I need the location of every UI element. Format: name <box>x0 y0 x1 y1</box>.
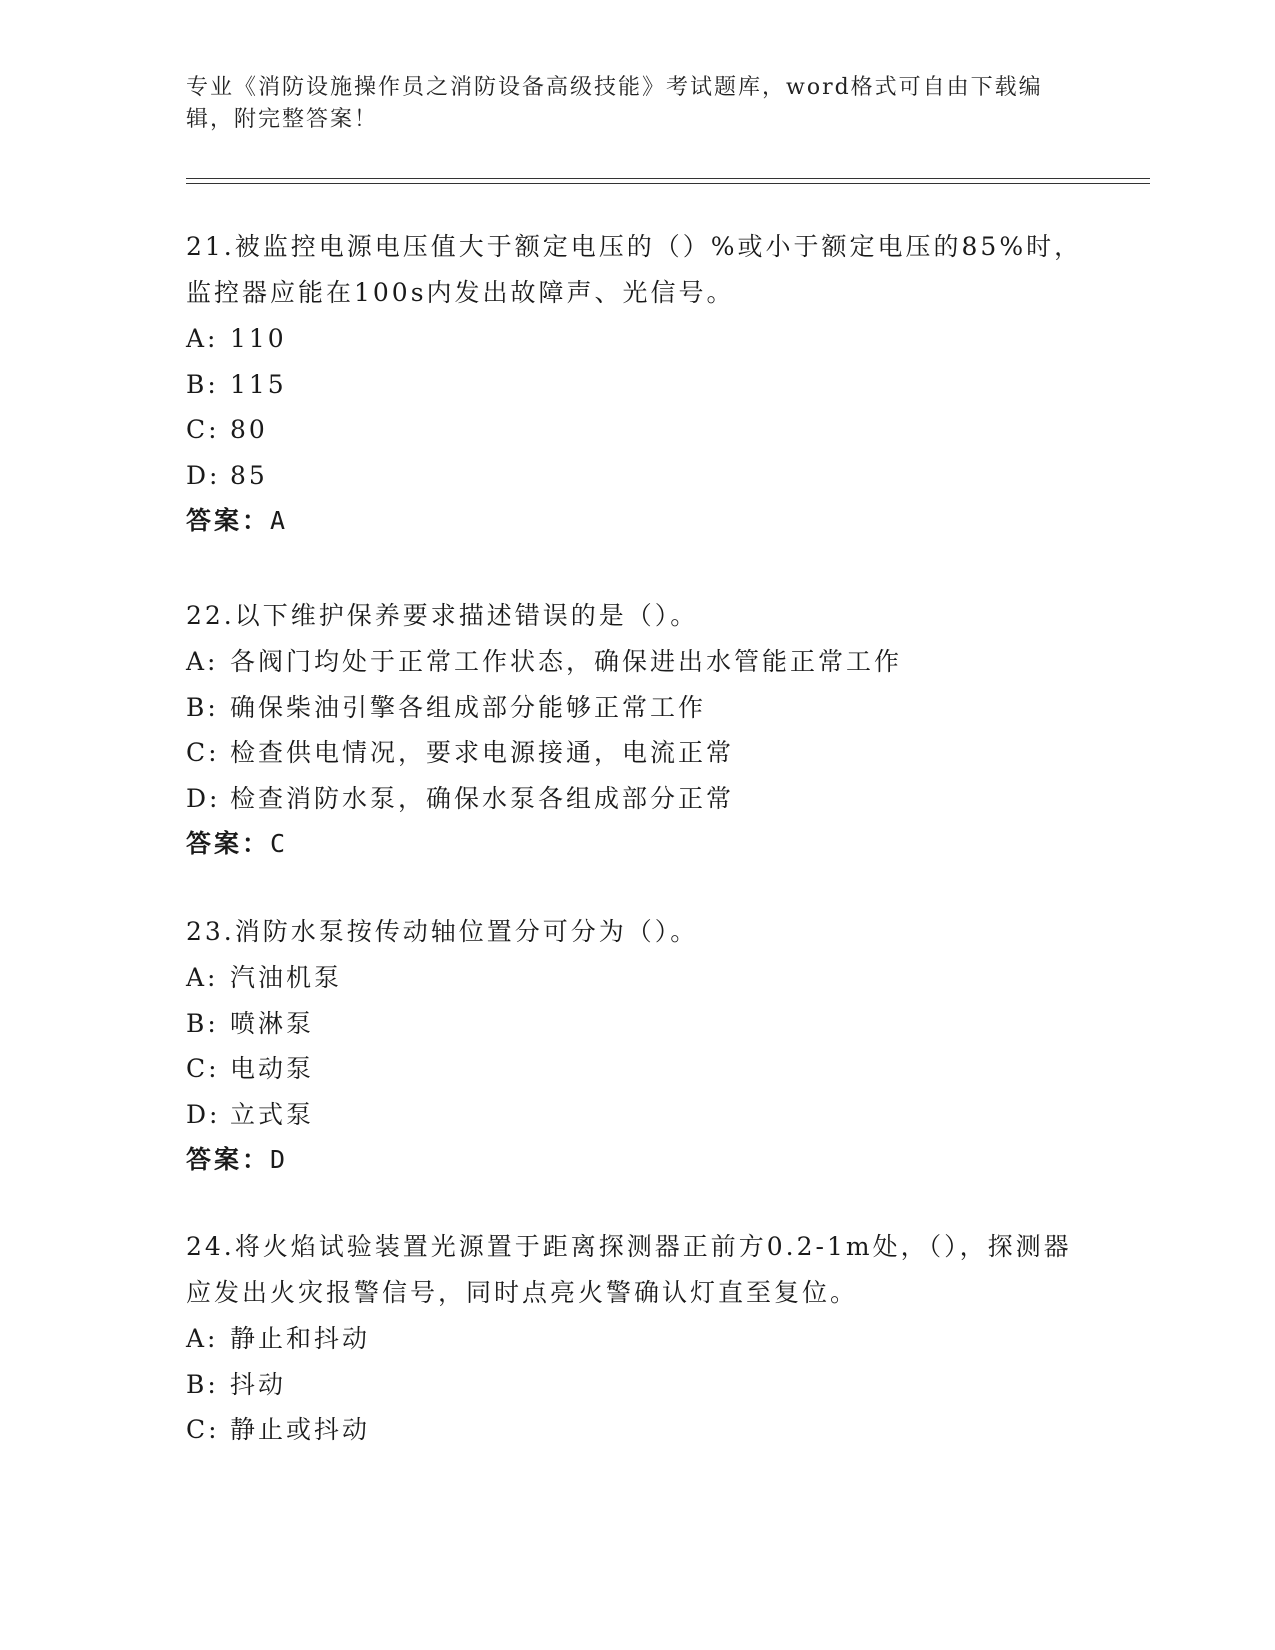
option-letter: B: <box>186 1369 219 1399</box>
option-text: 确保柴油引擎各组成部分能够正常工作 <box>230 692 707 722</box>
option-text: 80 <box>230 415 268 444</box>
answer-label: 答案： <box>186 1145 271 1174</box>
option-text: 喷淋泵 <box>230 1008 315 1038</box>
option-text: 汽油机泵 <box>230 963 343 992</box>
question-text: 23.消防水泵按传动轴位置分可分为（）。 <box>186 917 699 946</box>
header-divider-bottom <box>186 183 1150 184</box>
option-d <box>186 776 1086 822</box>
option-d <box>186 1092 1086 1138</box>
option-b <box>186 685 1086 731</box>
option-b <box>186 1001 1086 1047</box>
answer-label: 答案： <box>186 506 271 535</box>
answer-value: A <box>270 506 289 535</box>
option-b <box>186 1362 1086 1408</box>
option-c <box>186 730 1086 776</box>
question-text: 22.以下维护保养要求描述错误的是（）。 <box>186 601 699 630</box>
option-text: 立式泵 <box>230 1099 315 1129</box>
option-letter: A: <box>186 324 219 353</box>
option-a <box>186 639 1086 685</box>
question-text: 21.被监控电源电压值大于额定电压的（）%或小于额定电压的85%时，监控器应能在100s内发出故障声、光信号。 <box>186 232 1083 307</box>
answer-value: C <box>270 829 289 858</box>
question-22 <box>186 593 1086 867</box>
question-24 <box>186 1224 1086 1453</box>
option-a <box>186 1316 1086 1362</box>
answer <box>186 821 1086 867</box>
option-text: 静止和抖动 <box>230 1324 371 1353</box>
option-letter: C: <box>186 1415 220 1444</box>
option-text: 各阀门均处于正常工作状态，确保进出水管能正常工作 <box>230 647 903 676</box>
option-c <box>186 1046 1086 1092</box>
option-letter: C: <box>186 1054 220 1083</box>
option-letter: A: <box>186 963 219 992</box>
option-letter: D: <box>186 460 221 490</box>
option-letter: A: <box>186 1324 219 1353</box>
option-text: 115 <box>230 369 287 399</box>
option-letter: D: <box>186 783 221 813</box>
option-text: 检查供电情况，要求电源接通，电流正常 <box>230 738 735 767</box>
answer <box>186 1137 1086 1183</box>
option-letter: B: <box>186 369 219 399</box>
option-letter: C: <box>186 415 220 444</box>
option-letter: B: <box>186 692 219 722</box>
option-text: 抖动 <box>230 1369 287 1399</box>
option-text: 静止或抖动 <box>230 1415 371 1444</box>
option-a <box>186 955 1086 1001</box>
header-divider-top <box>186 178 1150 179</box>
document-header: 专业《消防设施操作员之消防设备高级技能》考试题库，word格式可自由下载编辑，附完整答案！ <box>186 75 1043 132</box>
answer <box>186 498 1086 544</box>
option-letter: A: <box>186 647 219 676</box>
option-text: 110 <box>230 324 287 353</box>
question-text: 24.将火焰试验装置光源置于距离探测器正前方0.2-1m处，（），探测器应发出火灾报警信号，同时点亮火警确认灯直至复位。 <box>186 1232 1072 1307</box>
option-text: 电动泵 <box>230 1054 315 1083</box>
option-c <box>186 407 1086 453</box>
option-d <box>186 453 1086 499</box>
option-b <box>186 362 1086 408</box>
option-letter: C: <box>186 738 220 767</box>
answer-value: D <box>270 1145 289 1174</box>
option-letter: D: <box>186 1099 221 1129</box>
option-c <box>186 1407 1086 1453</box>
question-23 <box>186 909 1086 1183</box>
answer-label: 答案： <box>186 829 271 858</box>
option-letter: B: <box>186 1008 219 1038</box>
option-a <box>186 316 1086 362</box>
option-text: 85 <box>230 460 268 490</box>
option-text: 检查消防水泵，确保水泵各组成部分正常 <box>230 783 735 813</box>
question-21 <box>186 224 1086 544</box>
